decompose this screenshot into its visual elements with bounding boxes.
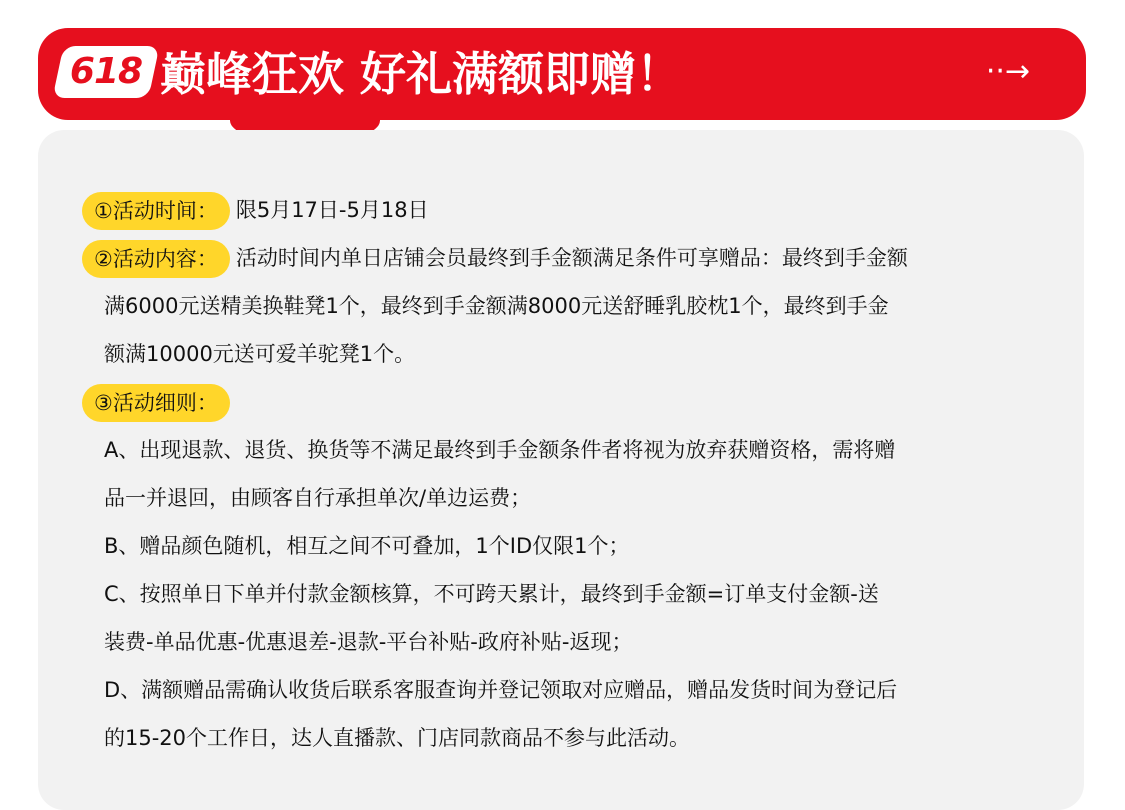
rules-label: ③活动细则： bbox=[82, 384, 230, 422]
rule-b-line-1: B、赠品颜色随机，相互之间不可叠加，1个ID仅限1个； bbox=[104, 534, 630, 558]
rule-a-line-1: A、出现退款、退货、换货等不满足最终到手金额条件者将视为放弃获赠资格，需将赠 bbox=[104, 438, 896, 462]
time-label: ①活动时间： bbox=[82, 192, 230, 230]
arrow-right-dots-icon: ··→ bbox=[985, 54, 1031, 89]
content-label: ②活动内容： bbox=[82, 240, 230, 278]
rule-d-line-1: D、满额赠品需确认收货后联系客服查询并登记领取对应赠品，赠品发货时间为登记后 bbox=[104, 678, 898, 702]
time-row bbox=[94, 186, 1048, 234]
time-text: 限5月17日-5月18日 bbox=[235, 198, 429, 222]
rules-row bbox=[94, 378, 1048, 426]
content-row bbox=[94, 234, 1048, 282]
rules-content bbox=[94, 186, 1048, 762]
content-line-3: 额满10000元送可爱羊驼凳1个。 bbox=[104, 342, 416, 366]
618-badge-text: 618 bbox=[69, 51, 143, 92]
rule-c-line-1: C、按照单日下单并付款金额核算，不可跨天累计，最终到手金额=订单支付金额-送 bbox=[104, 582, 879, 606]
rule-a-line-2: 品一并退回，由顾客自行承担单次/单边运费； bbox=[104, 486, 532, 510]
rule-c-line-2: 装费-单品优惠-优惠退差-退款-平台补贴-政府补贴-返现； bbox=[104, 630, 633, 654]
more-arrow-button[interactable] bbox=[978, 50, 1038, 94]
content-line-1: 活动时间内单日店铺会员最终到手金额满足条件可享赠品：最终到手金额 bbox=[235, 246, 908, 270]
promo-title: 巅峰狂欢 好礼满额即赠！ bbox=[160, 47, 683, 101]
rule-d-line-2: 的15-20个工作日，达人直播款、门店同款商品不参与此活动。 bbox=[104, 726, 691, 750]
content-line-2: 满6000元送精美换鞋凳1个，最终到手金额满8000元送舒睡乳胶枕1个，最终到手金 bbox=[104, 294, 889, 318]
